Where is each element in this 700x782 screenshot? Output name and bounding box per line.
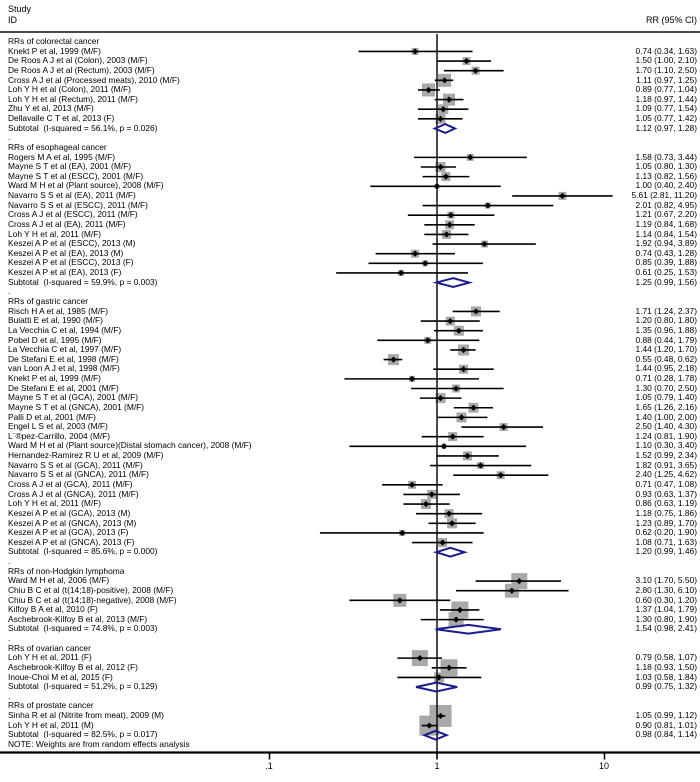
rr-ci-value: 1.71 (1.24, 2.37) [635,305,697,316]
subtotal-label: Subtotal (I-squared = 51.2%, p = 0.129) [8,681,158,692]
rr-ci-value: 0.71 (0.47, 1.08) [635,478,697,489]
study-label: Mayne S T et al (GNCA), 2001 (M/F) [8,401,145,412]
rr-ci-value: 1.13 (0.82, 1.56) [635,170,697,181]
rr-ci-value: 2.50 (1.40, 4.30) [635,421,697,432]
section-title: RRs of colorectal cancer [8,36,100,46]
section-title: RRs of prostate cancer [8,700,94,711]
subtotal-label: Subtotal (I-squared = 56.1%, p = 0.026) [8,122,158,133]
study-label: Keszei A P et al (EA), 2013 (F) [8,267,122,278]
study-label: Ward M H et al, 2006 (M/F) [8,575,110,586]
rr-ci-value: 1.82 (0.91, 3.65) [635,459,697,470]
rr-ci-value: 2.01 (0.82, 4.95) [635,199,697,210]
study-label: Aschebrook-Kilfoy B et al, 2013 (M/F) [8,613,148,624]
study-label: Navarro S S et al (ESCC), 2011 (M/F) [8,199,148,210]
study-label: La Vecchia C et al, 1997 (M/F) [8,344,122,355]
rr-ci-value: 2.40 (1.25, 4.62) [635,469,697,480]
study-label: De Stefani E et al, 2001 (M/F) [8,382,119,393]
section-title: RRs of ovarian cancer [8,642,91,653]
rr-ci-value: 0.62 (0.20, 1.90) [635,527,697,538]
subtotal-diamond [436,278,469,287]
subtotal-label: Subtotal (I-squared = 59.9%, p = 0.003) [8,276,158,287]
x-axis-tick-label: 10 [598,761,609,771]
rr-ci-value: 1.05 (0.80, 1.30) [635,161,697,172]
study-label: Knekt P et al, 1999 (M/F) [8,45,101,56]
rr-ci-value: 0.60 (0.30, 1.20) [635,594,697,605]
rr-ci-value: 1.09 (0.77, 1.54) [635,103,697,114]
rr-ci-value: 0.79 (0.58, 1.07) [635,652,697,663]
rr-ci-value: 1.44 (0.95, 2.18) [635,363,697,374]
subtotal-diamond [436,625,501,634]
gap-dot: . [8,556,11,567]
study-label: Buiatti E et al, 1990 (M/F) [8,315,103,326]
rr-ci-value: 0.74 (0.43, 1.28) [635,247,697,258]
rr-ci-value: 3.10 (1.70, 5.50) [635,575,697,586]
study-label: Sinha R et al (Nitrite from meat), 2009 (M) [8,710,164,721]
subtotal-diamond [436,548,464,557]
section-title: RRs of gastric cancer [8,296,89,306]
study-label: Keszei A P et al (ESCC), 2013 (M) [8,238,136,249]
rr-ci-value: 1.20 (0.99, 1.46) [635,546,697,557]
section-title: RRs of non-Hodgkin lymphoma [8,565,125,576]
section-title: RRs of esophageal cancer [8,141,107,152]
rr-ci-value: 1.30 (0.80, 1.90) [635,613,697,624]
study-label: Zhu Y et al, 2013 (M/F) [8,103,94,114]
rr-ci-value: 0.88 (0.44, 1.79) [635,334,697,345]
study-label: Loh Y H et al (Colon), 2011 (M/F) [8,84,131,95]
study-label: Engel L S et al, 2003 (M/F) [8,421,108,432]
x-axis-tick-label: .1 [265,761,273,771]
study-label: Mayne S T et al (ESCC), 2001 (M/F) [8,170,144,181]
study-label: La Vecchia C et al, 1994 (M/F) [8,324,122,335]
gap-dot: . [8,690,11,701]
subtotal-label: Subtotal (I-squared = 74.8%, p = 0.003) [8,623,158,634]
study-label: Cross A J et al (ESCC), 2011 (M/F) [8,209,138,220]
note-text: NOTE: Weights are from random effects analysis [8,739,190,749]
study-label: Navarro S S et al (GNCA), 2011 (M/F) [8,469,149,480]
rr-ci-value: 0.89 (0.77, 1.04) [635,84,697,95]
study-label: Risch H A et al, 1985 (M/F) [8,305,109,316]
rr-ci-value: 1.05 (0.99, 1.12) [635,710,697,721]
study-label: Palli D et al, 2001 (M/F) [8,411,96,422]
rr-ci-value: 1.05 (0.79, 1.40) [635,392,697,403]
rr-ci-value: 5.61 (2.81, 11.20) [631,190,697,201]
rr-ci-value: 1.25 (0.99, 1.56) [635,276,697,287]
rr-ci-value: 1.65 (1.26, 2.16) [635,401,697,412]
rr-ci-value: 1.03 (0.58, 1.84) [635,671,697,682]
rr-ci-value: 0.71 (0.28, 1.78) [635,373,697,384]
study-label: Navarro S S et al (EA), 2011 (M/F) [8,190,136,201]
rr-ci-value: 1.05 (0.77, 1.42) [635,113,697,124]
study-label: Ward M H et al (Plant source), 2008 (M/F) [8,180,164,191]
rr-ci-value: 1.14 (0.84, 1.54) [635,228,697,239]
rr-ci-value: 1.00 (0.40, 2.40) [635,180,697,191]
study-label: Keszei A P et al (GCA), 2013 (F) [8,527,129,538]
rr-ci-value: 0.74 (0.34, 1.63) [635,45,697,56]
column-header-study-line1: Study [8,4,32,14]
rr-ci-value: 1.19 (0.84, 1.68) [635,218,697,229]
study-label: Chiu B C et al (t(14;18)-positive), 2008 (M/F) [8,584,174,595]
rr-ci-value: 0.90 (0.81, 1.01) [635,719,697,730]
study-label: Keszei A P et al (ESCC), 2013 (F) [8,257,134,268]
rr-ci-value: 1.70 (1.10, 2.50) [635,64,697,75]
subtotal-label: Subtotal (I-squared = 85.6%, p = 0.000) [8,546,158,557]
rr-ci-value: 1.21 (0.67, 2.20) [635,209,697,220]
rr-ci-value: 0.55 (0.48, 0.62) [635,353,697,364]
gap-dot: . [8,633,11,644]
subtotal-label: Subtotal (I-squared = 82.5%, p = 0.017) [8,729,158,740]
study-label: Keszei A P et al (GNCA), 2013 (M) [8,517,137,528]
rr-ci-value: 1.54 (0.98, 2.41) [635,623,697,634]
rr-ci-value: 0.99 (0.75, 1.32) [635,681,697,692]
study-label: Ward M H et al (Plant source)(Distal stomach cancer), 2008 (M/F) [8,440,252,451]
study-label: Knekt P et al, 1999 (M/F) [8,373,101,384]
rr-ci-value: 1.35 (0.96, 1.88) [635,324,697,335]
rr-ci-value: 1.23 (0.89, 1.70) [635,517,697,528]
rr-ci-value: 1.44 (1.20, 1.70) [635,344,697,355]
gap-dot: . [8,132,11,143]
study-label: Pobel D et al, 1995 (M/F) [8,334,102,345]
study-label: Cross A J et al (Processed meats), 2010 (M/F) [8,74,180,85]
study-label: Cross A J et al (GCA), 2011 (M/F) [8,478,133,489]
study-label: van Loon A J et al, 1998 (M/F) [8,363,120,374]
rr-ci-value: 1.12 (0.97, 1.28) [635,122,697,133]
study-label: Loh Y H et al (Rectum), 2011 (M/F) [8,93,138,104]
rr-ci-value: 1.10 (0.30, 3.40) [635,440,697,451]
study-label: Navarro S S et al (GCA), 2011 (M/F) [8,459,143,470]
rr-ci-value: 2.80 (1.30, 6.10) [635,584,697,595]
study-label: De Stefani E et al, 1998 (M/F) [8,353,119,364]
study-label: Cross A J et al (GNCA), 2011 (M/F) [8,488,139,499]
rr-ci-value: 0.85 (0.39, 1.88) [635,257,697,268]
study-label: Chiu B C et al (t(14;18)-negative), 2008 (M/F) [8,594,177,605]
study-label: Loh Y H et al, 2011 (M) [8,719,94,730]
rr-ci-value: 1.18 (0.97, 1.44) [635,93,697,104]
study-label: Cross A J et al (EA), 2011 (M/F) [8,218,126,229]
rr-ci-value: 1.24 (0.81, 1.90) [635,430,697,441]
rr-ci-value: 1.52 (0.99, 2.34) [635,450,697,461]
rr-ci-value: 1.30 (0.70, 2.50) [635,382,697,393]
rr-ci-value: 0.93 (0.63, 1.37) [635,488,697,499]
study-label: De Roos A J et al (Colon), 2003 (M/F) [8,55,148,66]
study-label: Inoue-Choi M et al, 2015 (F) [8,671,113,682]
rr-ci-value: 0.98 (0.84, 1.14) [635,729,697,740]
rr-ci-value: 1.37 (1.04, 1.79) [635,604,697,615]
study-label: L¨®pez-Carrillo, 2004 (M/F) [8,430,111,441]
column-header-study-line2: ID [8,14,17,25]
study-label: Rogers M A et al, 1995 (M/F) [8,151,116,162]
study-label: Mayne S T et al (GCA), 2001 (M/F) [8,392,139,403]
rr-ci-value: 0.61 (0.25, 1.53) [635,267,697,278]
rr-ci-value: 1.08 (0.71, 1.63) [635,536,697,547]
rr-ci-value: 1.18 (0.75, 1.86) [635,507,697,518]
rr-ci-value: 1.11 (0.97, 1.25) [636,74,697,85]
study-label: Kilfoy B A et al, 2010 (F) [8,604,98,615]
study-label: Aschebrook-Kilfoy B et al, 2012 (F) [8,661,138,672]
rr-ci-value: 1.40 (1.00, 2.00) [635,411,697,422]
study-label: Keszei A P et al (EA), 2013 (M) [8,247,124,258]
column-header-rr: RR (95% CI) [645,15,697,25]
rr-ci-value: 1.92 (0.94, 3.89) [635,238,697,249]
rr-ci-value: 1.18 (0.93, 1.50) [635,661,697,672]
study-label: Dellavalle C T et al, 2013 (F) [8,113,115,124]
rr-ci-value: 0.86 (0.63, 1.19) [635,498,697,509]
study-label: Loh Y H et al, 2011 (M/F) [8,498,102,509]
subtotal-diamond [435,124,455,133]
study-label: Mayne S T et al (EA), 2001 (M/F) [8,161,132,172]
rr-ci-value: 1.50 (1.00, 2.10) [635,55,697,66]
rr-ci-value: 1.20 (0.80, 1.80) [635,315,697,326]
study-label: De Roos A J et al (Rectum), 2003 (M/F) [8,64,155,75]
study-label: Hernandez-Ramirez R U et al, 2009 (M/F) [8,450,164,461]
study-label: Keszei A P et al (GNCA), 2013 (F) [8,536,135,547]
x-axis-tick-label: 1 [434,761,440,771]
study-label: Loh Y H et al, 2011 (F) [8,652,92,663]
gap-dot: . [8,286,11,297]
study-label: Loh Y H et al, 2011 (M/F) [8,228,102,239]
rr-ci-value: 1.58 (0.73, 3.44) [635,151,697,162]
column-header-study [8,4,31,25]
study-label: Keszei A P et al (GCA), 2013 (M) [8,507,131,518]
